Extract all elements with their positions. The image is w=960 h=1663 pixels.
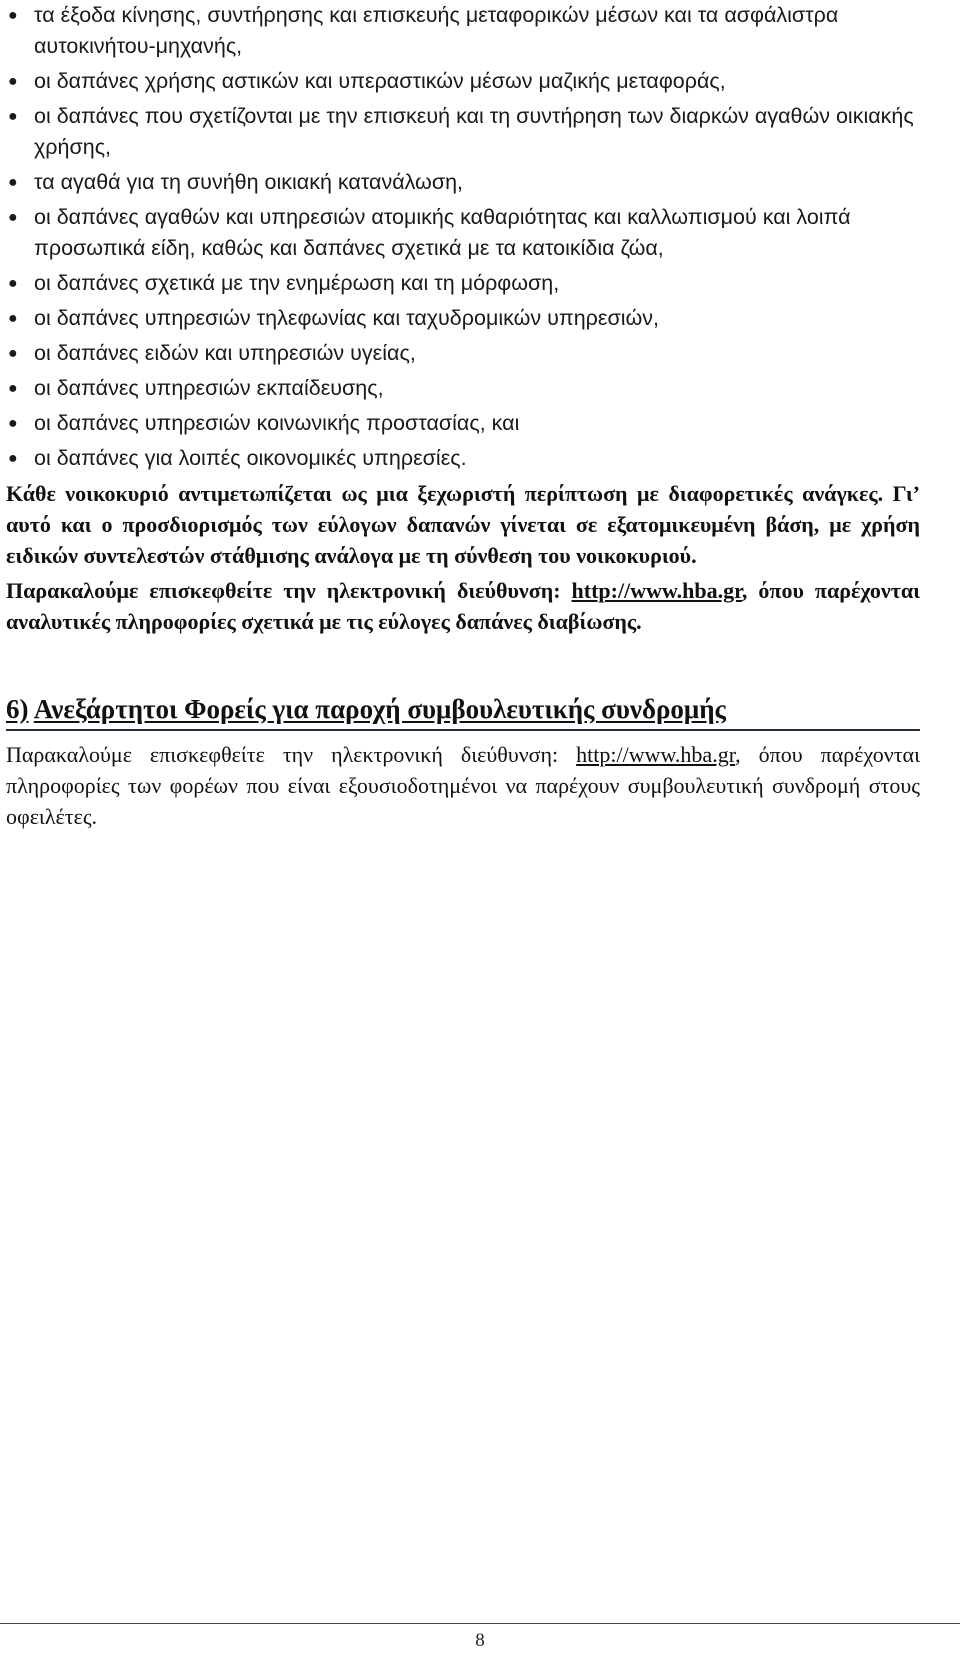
list-item-text: οι δαπάνες χρήσης αστικών και υπεραστικών μέσων μαζικής μεταφοράς, bbox=[34, 69, 726, 93]
bullet-icon: ● bbox=[8, 7, 18, 24]
list-item-text: οι δαπάνες υπηρεσιών τηλεφωνίας και ταχυδρομικών υπηρεσιών, bbox=[34, 306, 660, 330]
bullet-icon: ● bbox=[8, 275, 18, 292]
visit-paragraph bbox=[6, 575, 920, 637]
list-item-text: τα αγαθά για τη συνήθη οικιακή κατανάλωση, bbox=[34, 170, 464, 194]
visit-text-before: Παρακαλούμε επισκεφθείτε την ηλεκτρονική διεύθυνση: bbox=[6, 578, 572, 603]
document-page bbox=[6, 0, 920, 832]
household-paragraph: Κάθε νοικοκυριό αντιμετωπίζεται ως μια ξεχωριστή περίπτωση με διαφορετικές ανάγκες. Γι’ αυτό και ο προσδιορισμός των εύλογων δαπανών γίνεται σε εξατομικευμένη βάση, με χρήση ειδικών συντελεστών στάθμισης ανάλογα με τη σύνθεση του νοικοκυριού. bbox=[6, 481, 920, 568]
bullet-icon: ● bbox=[8, 310, 18, 327]
list-item bbox=[6, 268, 920, 299]
list-item bbox=[6, 408, 920, 439]
list-item bbox=[6, 443, 920, 474]
page-number: 8 bbox=[475, 1630, 485, 1651]
bullet-icon: ● bbox=[8, 345, 18, 362]
section-text-before: Παρακαλούμε επισκεφθείτε την ηλεκτρονική διεύθυνση: bbox=[6, 742, 577, 767]
bullet-icon: ● bbox=[8, 415, 18, 432]
list-item-text: οι δαπάνες ειδών και υπηρεσιών υγείας, bbox=[34, 341, 416, 365]
list-item-text: οι δαπάνες υπηρεσιών κοινωνικής προστασίας, και bbox=[34, 411, 520, 435]
bullet-icon: ● bbox=[8, 174, 18, 191]
bullet-icon: ● bbox=[8, 209, 18, 226]
list-item bbox=[6, 167, 920, 198]
section-title: Ανεξάρτητοι Φορείς για παροχή συμβουλευτικής συνδρομής bbox=[33, 694, 726, 724]
list-item bbox=[6, 373, 920, 404]
hba-link[interactable]: http://www.hba.gr bbox=[576, 742, 736, 767]
list-item bbox=[6, 303, 920, 334]
list-item bbox=[6, 0, 920, 62]
list-item-text: οι δαπάνες που σχετίζονται με την επισκευή και τη συντήρηση των διαρκών αγαθών οικιακής χρήσης, bbox=[34, 104, 914, 159]
section-heading bbox=[6, 691, 920, 731]
section-paragraph bbox=[6, 739, 920, 832]
bullet-icon: ● bbox=[8, 73, 18, 90]
visit-text-after: , όπου παρέχονται αναλυτικές πληροφορίες σχετικά με τις εύλογες δαπάνες διαβίωσης. bbox=[6, 578, 920, 634]
footer-divider bbox=[0, 1623, 960, 1624]
bullet-icon: ● bbox=[8, 380, 18, 397]
hba-link[interactable]: http://www.hba.gr bbox=[571, 578, 742, 603]
list-item bbox=[6, 338, 920, 369]
list-item-text: οι δαπάνες σχετικά με την ενημέρωση και τη μόρφωση, bbox=[34, 271, 560, 295]
list-item-text: τα έξοδα κίνησης, συντήρησης και επισκευής μεταφορικών μέσων και τα ασφάλιστρα αυτοκινήτου-μηχανής, bbox=[34, 3, 839, 58]
list-item-text: οι δαπάνες αγαθών και υπηρεσιών ατομικής καθαριότητας και καλλωπισμού και λοιπά προσωπικά είδη, καθώς και δαπάνες σχετικά με τα κατοικίδια ζώα, bbox=[34, 205, 851, 260]
list-item bbox=[6, 66, 920, 97]
list-item-text: οι δαπάνες υπηρεσιών εκπαίδευσης, bbox=[34, 376, 384, 400]
list-item-text: οι δαπάνες για λοιπές οικονομικές υπηρεσίες. bbox=[34, 446, 467, 470]
list-item bbox=[6, 101, 920, 163]
bullet-icon: ● bbox=[8, 108, 18, 125]
expense-bullet-list bbox=[6, 0, 920, 474]
list-item bbox=[6, 202, 920, 264]
section-text-after: , όπου παρέχονται πληροφορίες των φορέων που είναι εξουσιοδοτημένοι να παρέχουν συμβουλευτική συνδρομή στους οφειλέτες. bbox=[6, 742, 920, 829]
section-number: 6) bbox=[6, 694, 29, 724]
bullet-icon: ● bbox=[8, 450, 18, 467]
